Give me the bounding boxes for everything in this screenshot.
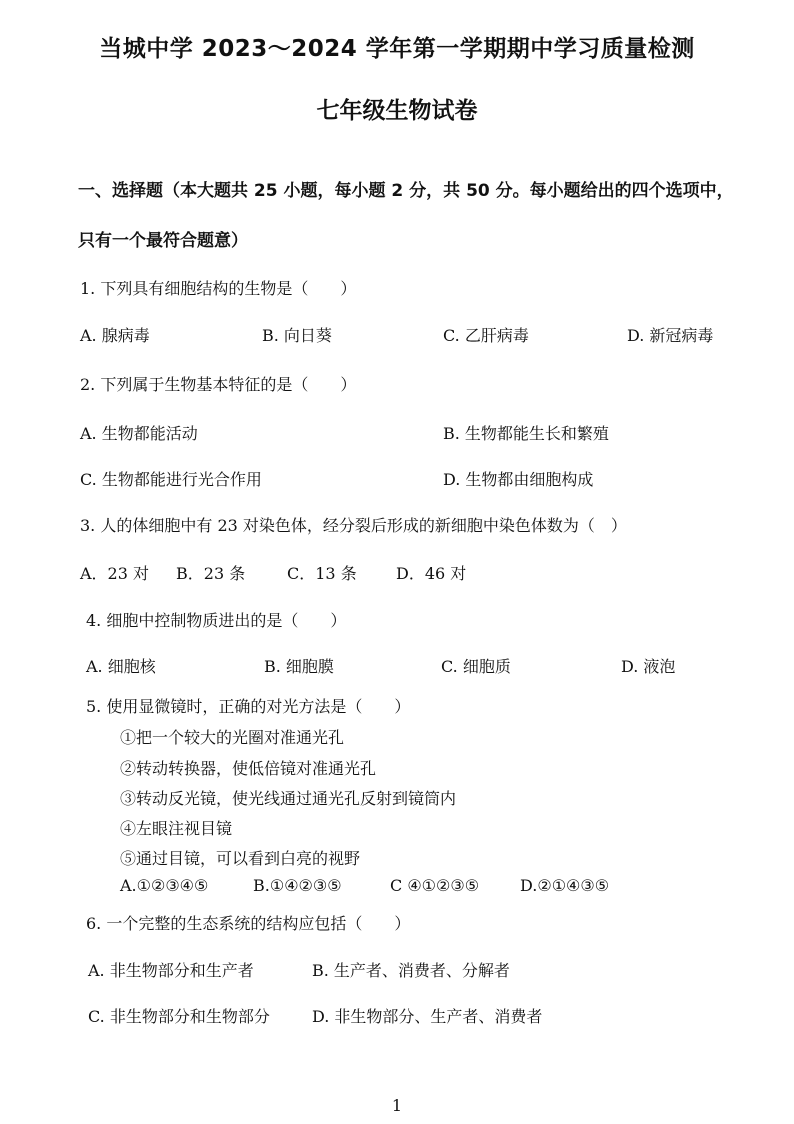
- question-2-option-a: A. 生物都能活动: [80, 424, 198, 443]
- question-6-stem: 6. 一个完整的生态系统的结构应包括（ ）: [86, 914, 411, 933]
- question-5-option-c: C ④①②③⑤: [390, 876, 480, 895]
- question-1-option-c: C. 乙肝病毒: [443, 326, 529, 345]
- question-5-option-a: A.①②③④⑤: [120, 876, 209, 895]
- section-heading-line1: 一、选择题（本大题共 25 小题，每小题 2 分，共 50 分。每小题给出的四个选项中，: [78, 181, 734, 201]
- question-4-option-a: A. 细胞核: [86, 657, 156, 676]
- question-5-step-1: ①把一个较大的光圈对准通光孔: [120, 728, 345, 747]
- question-2-stem: 2. 下列属于生物基本特征的是（ ）: [80, 375, 357, 394]
- question-5-step-4: ④左眼注视目镜: [120, 819, 233, 838]
- question-6-option-a: A. 非生物部分和生产者: [88, 961, 254, 980]
- question-6-option-d: D. 非生物部分、生产者、消费者: [312, 1007, 543, 1026]
- question-1-option-a: A. 腺病毒: [80, 326, 150, 345]
- question-5-step-3: ③转动反光镜，使光线通过通光孔反射到镜筒内: [120, 789, 457, 808]
- question-5-option-b: B.①④②③⑤: [253, 876, 342, 895]
- page-number: 1: [391, 1096, 403, 1115]
- question-4-option-b: B. 细胞膜: [264, 657, 334, 676]
- question-5-step-2: ②转动转换器，使低倍镜对准通光孔: [120, 759, 377, 778]
- question-2-option-c: C. 生物都能进行光合作用: [80, 470, 262, 489]
- exam-subtitle: 七年级生物试卷: [316, 98, 478, 124]
- question-1-stem: 1. 下列具有细胞结构的生物是（ ）: [80, 279, 357, 298]
- section-heading-line2: 只有一个最符合题意）: [78, 231, 248, 251]
- question-4-stem: 4. 细胞中控制物质进出的是（ ）: [86, 611, 347, 630]
- question-6-option-c: C. 非生物部分和生物部分: [88, 1007, 270, 1026]
- question-3-option-d: D．46 对: [396, 564, 467, 583]
- question-3-option-a: A．23 对: [80, 564, 150, 583]
- question-6-option-b: B. 生产者、消费者、分解者: [312, 961, 510, 980]
- question-5-stem: 5. 使用显微镜时，正确的对光方法是（ ）: [86, 697, 411, 716]
- question-3-option-c: C．13 条: [287, 564, 357, 583]
- exam-title: 当城中学 2023～2024 学年第一学期期中学习质量检测: [99, 36, 695, 62]
- question-2-option-b: B. 生物都能生长和繁殖: [443, 424, 609, 443]
- question-4-option-d: D. 液泡: [621, 657, 676, 676]
- question-5-option-d: D.②①④③⑤: [520, 876, 610, 895]
- question-2-option-d: D. 生物都由细胞构成: [443, 470, 594, 489]
- question-1-option-b: B. 向日葵: [262, 326, 332, 345]
- question-5-step-5: ⑤通过目镜，可以看到白亮的视野: [120, 849, 361, 868]
- question-4-option-c: C. 细胞质: [441, 657, 511, 676]
- question-3-option-b: B．23 条: [176, 564, 246, 583]
- question-1-option-d: D. 新冠病毒: [627, 326, 714, 345]
- question-3-stem: 3. 人的体细胞中有 23 对染色体，经分裂后形成的新细胞中染色体数为（ ）: [80, 516, 627, 535]
